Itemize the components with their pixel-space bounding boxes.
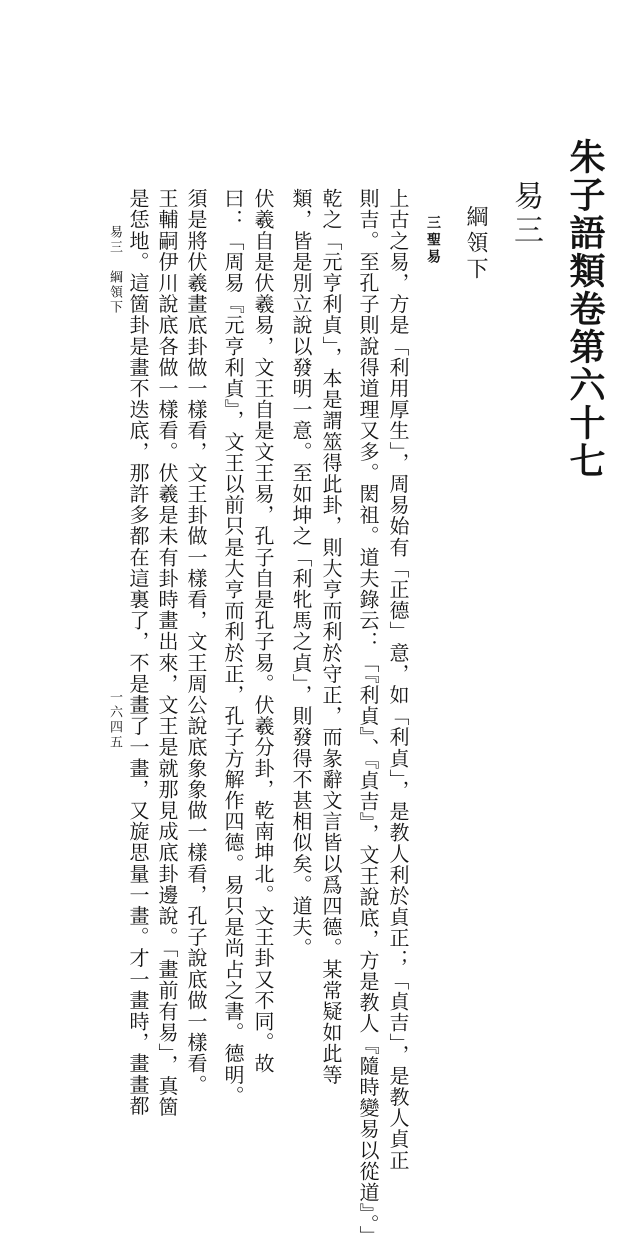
text-line: 須是將伏羲畫底卦做一樣看，文王卦做一樣看，文王周公說底象象做一樣看，孔子說底做一樣看。: [184, 188, 208, 1096]
running-head: 易三 綱領下: [107, 225, 122, 315]
chapter-subheading: 綱領下: [463, 205, 488, 283]
text-line: 伏羲自是伏羲易，文王自是文王易，孔子自是孔子易。伏羲分卦，乾南坤北。文王卦又不同。故: [251, 188, 275, 1075]
text-line: 是恁地。這箇卦是畫不迭底，那許多都在這裏了，不是畫了一畫，又旋思量一畫。才一畫時，畫畫都: [126, 188, 150, 1117]
text-line: 類，皆是別立說以發明一意。至如坤之「利牝馬之貞」，則發得不甚相似矣。道夫。: [289, 188, 313, 959]
section-heading: 三聖易: [425, 215, 441, 266]
page-number: 一六四五: [107, 690, 122, 750]
text-line: 上古之易，方是「利用厚生」，周易始有「正德」意，如「利貞」，是教人利於貞正；「貞吉」，是教人貞正: [386, 188, 410, 1171]
chapter-heading: 易三: [508, 180, 543, 248]
text-line: 則吉。至孔子則說得道理又多。閎祖。道夫錄云：「『利貞』、『貞吉』，文王說底，方是教人『隨時變易以從道』。」: [356, 188, 380, 1246]
text-line: 乾之「元亨利貞」，本是謂筮得此卦，則大亨而利於守正，而彖辭文言皆以爲四德。某常疑如此等: [319, 188, 343, 1086]
text-line: 曰：「周易『元亨利貞』，文王以前只是大亨而利於正，孔子方解作四德。易只是尚占之書。德明。: [221, 188, 245, 1107]
text-line: 王輔嗣伊川說底各做一樣看。伏羲是未有卦時畫出來，文王是就那見成底卦邊說。「畫前有易」，真箇: [155, 188, 179, 1118]
book-title: 朱子語類卷第六十七: [564, 138, 606, 480]
